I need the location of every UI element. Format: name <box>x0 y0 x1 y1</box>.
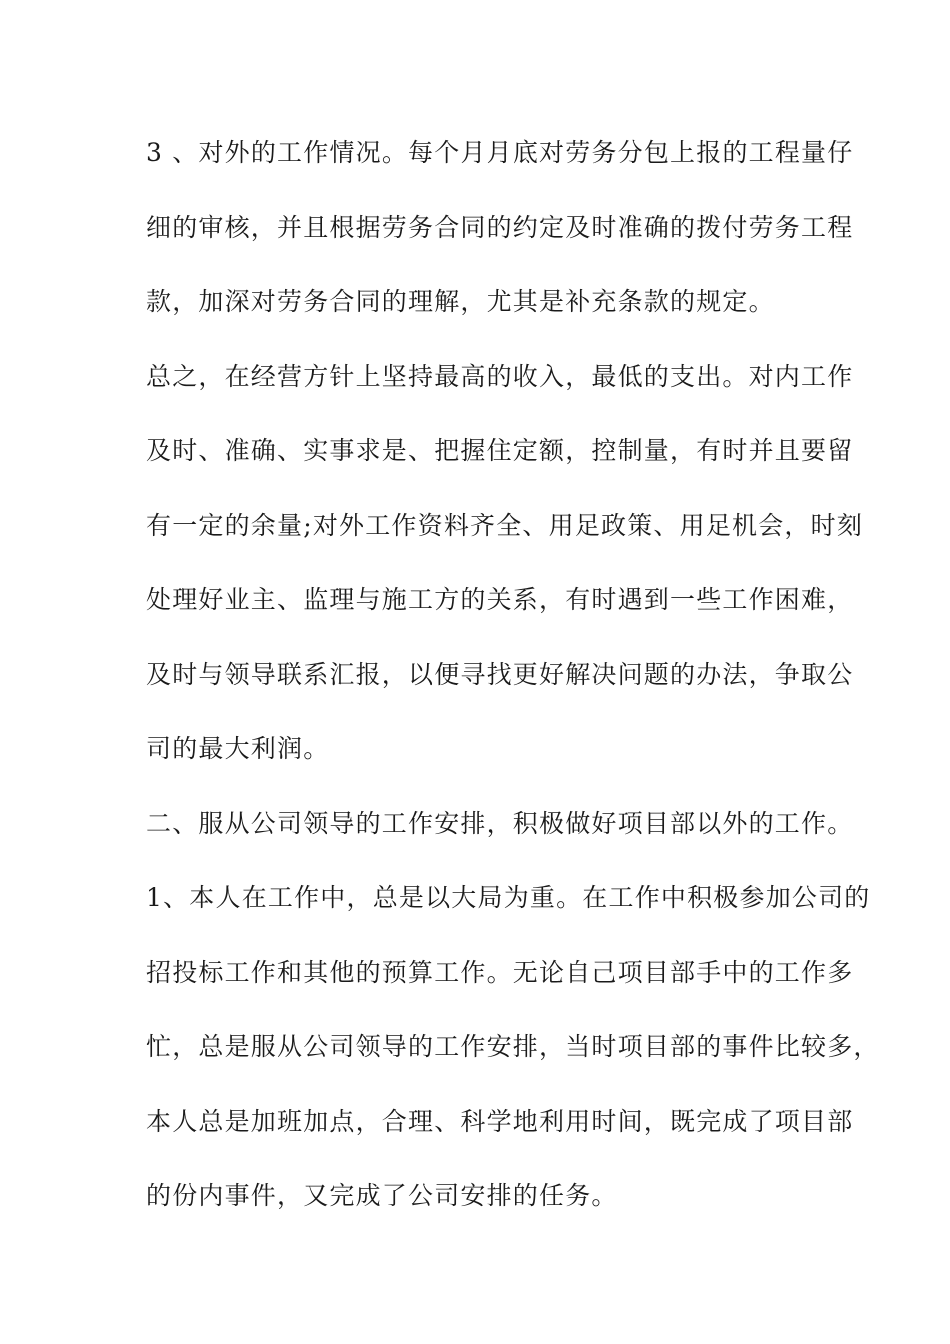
text-line: 款，加深对劳务合同的理解，尤其是补充条款的规定。 <box>146 287 775 316</box>
text-line: 总之，在经营方针上坚持最高的收入，最低的支出。对内工作 <box>146 361 854 391</box>
text-line: 司的最大利润。 <box>146 734 330 763</box>
text-line: 招投标工作和其他的预算工作。无论自己项目部手中的工作多 <box>146 957 854 987</box>
text-line: 及时与领导联系汇报，以便寻找更好解决问题的办法，争取公 <box>146 659 854 689</box>
text-line: 3 、对外的工作情况。每个月月底对劳务分包上报的工程量仔 <box>146 138 854 167</box>
text-line: 处理好业主、监理与施工方的关系，有时遇到一些工作困难， <box>146 585 854 614</box>
text-line: 细的审核，并且根据劳务合同的约定及时准确的拨付劳务工程 <box>146 212 854 242</box>
text-line: 1、本人在工作中，总是以大局为重。在工作中积极参加公司的 <box>146 883 871 912</box>
text-line: 二、服从公司领导的工作安排，积极做好项目部以外的工作。 <box>146 808 854 838</box>
text-line: 本人总是加班加点，合理、科学地利用时间，既完成了项目部 <box>146 1106 854 1136</box>
text-line: 有一定的余量;对外工作资料齐全、用足政策、用足机会，时刻 <box>146 510 864 540</box>
text-line: 及时、准确、实事求是、把握住定额，控制量，有时并且要留 <box>146 436 854 465</box>
text-line: 的份内事件，又完成了公司安排的任务。 <box>146 1181 618 1210</box>
text-line: 忙，总是服从公司领导的工作安排，当时项目部的事件比较多， <box>146 1032 880 1061</box>
document-body <box>146 131 880 1249</box>
